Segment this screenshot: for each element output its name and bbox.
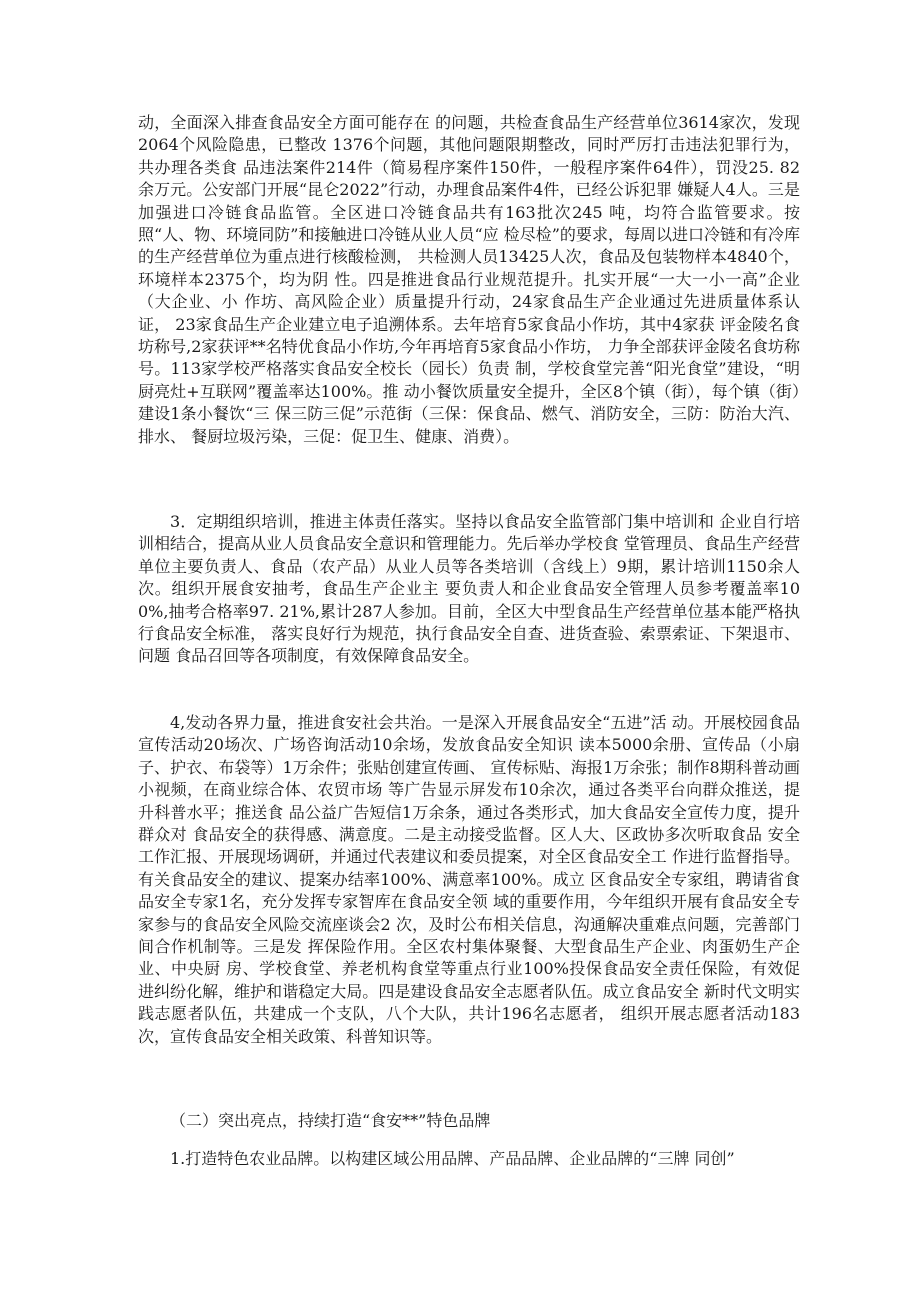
paragraph-text: 1.打造特色农业品牌。以构建区域公用品牌、产品品牌、企业品牌的“三牌 同创” (170, 1149, 735, 1168)
section-heading-text: （二）突出亮点，持续打造“食安**”特色品牌 (170, 1111, 491, 1130)
paragraph-social-governance (138, 712, 800, 1048)
paragraph-text: 动，全面深入排查食品安全方面可能存在 的问题，共检查食品生产经营单位3614家次，发现2064个风险隐患，已整改 1376个问题，其他问题限期整改，同时严厉打击违法犯罪行为，共办理各类食 品违法案件214件（简易程序案件150件，一般程序案件64件），罚没25. 82 余万元。公安部门开展“昆仑2022”行动，办理食品案件4件，已经公诉犯罪 嫌疑人4人。三是加强进口冷链食品监管。全区进口冷链食品共有163批次245 吨，均符合监管要求。按照“人、物、环境同防”和接触进口冷链从业人员“应 检尽检”的要求，每周以进口冷链和有冷库的生产经营单位为重点进行核酸检测， 共检测人员13425人次，食品及包装物样本4840个，环境样本2375个，均为阴 性。四是推进食品行业规范提升。扎实开展“一大一小一高”企业（大企业、小 作坊、高风险企业）质量提升行动，24家食品生产企业通过先进质量体系认证， 23家食品生产企业建立电子追溯体系。去年培育5家食品小作坊，其中4家获 评金陵名食坊称号,2家获评**名特优食品小作坊,今年再培育5家食品小作坊， 力争全部获评金陵名食坊称号。113家学校严格落实食品安全校长（园长）负责 制，学校食堂完善“阳光食堂”建设，“明厨亮灶+互联网”覆盖率达100%。推 动小餐饮质量安全提升，全区8个镇（街），每个镇（街）建设1条小餐饮“三 保三防三促”示范街（三保：保食品、燃气、消防安全，三防：防治大汽、排水、 餐厨垃圾污染，三促：促卫生、健康、消费）。 (138, 113, 800, 446)
section-heading (138, 1110, 800, 1132)
paragraph-text: 3．定期组织培训，推进主体责任落实。坚持以食品安全监管部门集中培训和 企业自行培训相结合，提高从业人员食品安全意识和管理能力。先后举办学校食 堂管理员、食品生产经营单位主要负责人、食品（农产品）从业人员等各类培训（含线上）9期，累计培训1150余人次。组织开展食安抽考，食品生产企业主 要负责人和企业食品安全管理人员参考覆盖率100%,抽考合格率97. 21%,累计287人参加。目前，全区大中型食品生产经营单位基本能严格执行食品安全标准， 落实良好行为规范，执行食品安全自查、进货查验、索票索证、下架退市、问题 食品召回等各项制度，有效保障食品安全。 (138, 512, 800, 666)
paragraph-agri-brand (138, 1148, 800, 1170)
paragraph-text: 4,发动各界力量，推进食安社会共治。一是深入开展食品安全“五进”活 动。开展校园食品宣传活动20场次、广场咨询活动10余场，发放食品安全知识 读本5000余册、宣传品（小扇子、护衣、布袋等）1万余件；张贴创建宣传画、 宣传标贴、海报1万余张；制作8期科普动画小视频，在商业综合体、农贸市场 等广告显示屏发布10余次，通过各类平台向群众推送，提升科普水平；推送食 品公益广告短信1万余条，通过各类形式，加大食品安全宣传力度，提升群众对 食品安全的获得感、满意度。二是主动接受监督。区人大、区政协多次听取食品 安全工作汇报、开展现场调研，并通过代表建议和委员提案，对全区食品安全工 作进行监督指导。有关食品安全的建议、提案办结率100%、满意率100%。成立 区食品安全专家组，聘请省食品安全专家1名，充分发挥专家智库在食品安全领 域的重要作用，今年组织开展有食品安全专家参与的食品安全风险交流座谈会2 次，及时公布相关信息，沟通解决重难点问题，完善部门间合作机制等。三是发 挥保险作用。全区农村集体聚餐、大型食品生产企业、肉蛋奶生产企业、中央厨 房、学校食堂、养老机构食堂等重点行业100%投保食品安全责任保险，有效促 进纠纷化解，维护和谐稳定大局。四是建设食品安全志愿者队伍。成立食品安全 新时代文明实践志愿者队伍，共建成一个支队，八个大队，共计196名志愿者， 组织开展志愿者活动183次，宣传食品安全相关政策、科普知识等。 (138, 713, 800, 1046)
paragraph-training (138, 511, 800, 668)
paragraph-inspection-summary (138, 112, 800, 448)
